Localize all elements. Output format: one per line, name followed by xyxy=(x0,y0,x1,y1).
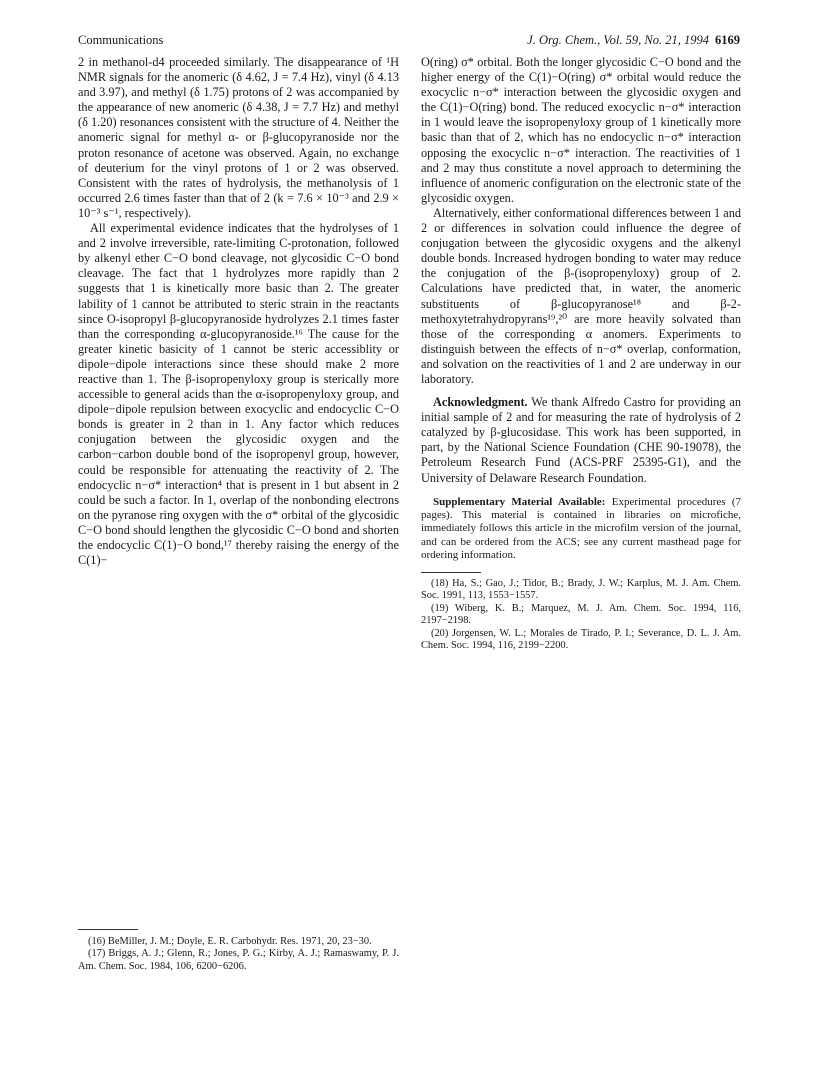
journal-citation xyxy=(527,33,740,48)
acknowledgment xyxy=(421,395,741,486)
footnote-17: (17) Briggs, A. J.; Glenn, R.; Jones, P. G.; Kirby, A. J.; Ramaswamy, P. J. Am. Chem. Soc. 1984, 106, 6200−6206. xyxy=(78,948,399,972)
footnote-16: (16) BeMiller, J. M.; Doyle, E. R. Carbohydr. Res. 1971, 20, 23−30. xyxy=(88,936,372,947)
section-label: Communications xyxy=(78,33,164,47)
acknowledgment-text: We thank Alfredo Castro for providing an initial sample of 2 and for measuring the rate of hydrolysis of 2 catalyzed by β-glucosidase. This work has been supported, in part, by the National Science Foundation (CHE 90-19078), the Petroleum Research Fund (ACS-PRF 25395-G1), and the University of Delaware Research Foundation. xyxy=(421,395,741,485)
left-paragraph-1: 2 in methanol-d4 proceeded similarly. The disappearance of ¹H NMR signals for the anomeric (δ 4.62, J = 7.4 Hz), vinyl (δ 4.13 and 3.97), and methyl (δ 1.75) protons of 2 was accompanied by the appearance of new anomeric (δ 4.38, J = 7.7 Hz) and methyl (δ 1.20) resonances consistent with the structure of 4. Neither the anomeric signal for methyl α- or β-glucopyranoside nor the proton resonance of acetone was observed. Again, no exchange of deuterium for the vinyl protons of 1 or 2 was observed. Consistent with the rates of hydrolysis, the methanolysis of 1 occurred 2.6 times faster than that of 2 (k = 7.6 × 10⁻³ and 2.9 × 10⁻³ s⁻¹, respectively). xyxy=(78,55,399,220)
left-column xyxy=(78,55,399,568)
right-column xyxy=(421,55,741,562)
footnote-18: (18) Ha, S.; Gao, J.; Tidor, B.; Brady, J. W.; Karplus, M. J. Am. Chem. Soc. 1991, 113, 1553−1557. xyxy=(421,578,741,602)
supplementary-heading: Supplementary Material Available: xyxy=(433,495,606,508)
journal-name: J. Org. Chem., Vol. 59, No. 21, 1994 xyxy=(527,33,709,47)
footnote-rule-left xyxy=(78,929,138,930)
right-paragraph-2: Alternatively, either conformational differences between 1 and 2 or differences in solvation could influence the degree of conjugation between the glycosidic oxygens and the alkenyl double bonds. Increased hydrogen bonding to water may reduce the conjugation of the β-(isopropenyloxy) group of 2. Calculations have predicted that, in water, the anomeric substituents of β-glucopyranose¹⁸ and β-2-methoxytetrahydropyrans¹⁹,²⁰ are more heavily solvated than those of the corresponding α anomers. Experiments to distinguish between the effects of n−σ* overlap, conformation, and solvation on the reactivities of 1 and 2 are underway in our laboratory. xyxy=(421,205,741,386)
page-number: 6169 xyxy=(715,33,740,47)
acknowledgment-heading: Acknowledgment. xyxy=(433,395,528,410)
supplementary-text: Experimental procedures (7 pages). This material is contained in libraries on microfiche, immediately follows this article in the microfilm version of the journal, and can be ordered from the ACS; see any current masthead page for ordering information. xyxy=(421,495,742,561)
running-header xyxy=(78,33,740,49)
right-paragraph-1: O(ring) σ* orbital. Both the longer glycosidic C−O bond and the higher energy of the C(1)−O(ring) σ* orbital would reduce the exocyclic n−σ* interaction between the glycosidic oxygen and the C(1)−O(ring) bond. The reduced exocyclic n−σ* interaction in 1 would leave the isopropenyloxy group of 1 kinetically more basic than that of 2, which has no endocyclic n−σ* interaction opposing the exocyclic n−σ* interaction. The reactivities of 1 and 2 may thus constitute a novel approach to determining the influence of anomeric configuration on the electronic state of the glycosidic oxygen. xyxy=(421,55,741,205)
footnote-rule-right xyxy=(421,572,481,573)
footnote-20: (20) Jorgensen, W. L.; Morales de Tirado, P. I.; Severance, D. L. J. Am. Chem. Soc. 1994, 116, 2199−2200. xyxy=(421,627,741,652)
left-paragraph-2: All experimental evidence indicates that the hydrolyses of 1 and 2 involve irreversible, rate-limiting C-protonation, followed by alkenyl ether C−O bond cleavage, not glycosidic C−O bond cleavage. The fact that 1 hydrolyzes more rapidly than 2 suggests that 1 is kinetically more basic than 2. The greater lability of 1 cannot be attributed to steric strain in the reactants since O-isopropyl β-glucopyranoside hydrolyzes 2.1 times faster than the corresponding α-glucopyranoside.¹⁶ The cause for the greater kinetic basicity of 1 cannot be steric accessiblity or dipole−dipole interactions since these should make 2 more reactive than 1. The β-isopropenyloxy group is sterically more accessible to general acids than the α-isopropenyloxy group, and dipole−dipole repulsion between exocyclic and endocyclic C−O bonds is greater in 2 than in 1. Any factor which reduces conjugation between the glycosidic oxygen and the carbon−carbon double bond of the isopropenyl group, however, could be responsible for attenuating the reactivity of 2. The endocyclic n−σ* interaction⁴ that is present in 1 but absent in 2 could be such a factor. In 1, overlap of the nonbonding electrons on the pyranose ring oxygen with the σ* orbital of the glycosidic C−O bond should lengthen the glycosidic C−O bond and shorten the endocyclic C(1)−O bond,¹⁷ thereby raising the energy of the C(1)− xyxy=(78,221,399,568)
footnote-19: (19) Wiberg, K. B.; Marquez, M. J. Am. Chem. Soc. 1994, 116, 2197−2198. xyxy=(421,602,741,627)
supplementary-material xyxy=(421,496,741,562)
right-footnotes xyxy=(421,578,741,652)
left-footnotes xyxy=(78,936,399,973)
